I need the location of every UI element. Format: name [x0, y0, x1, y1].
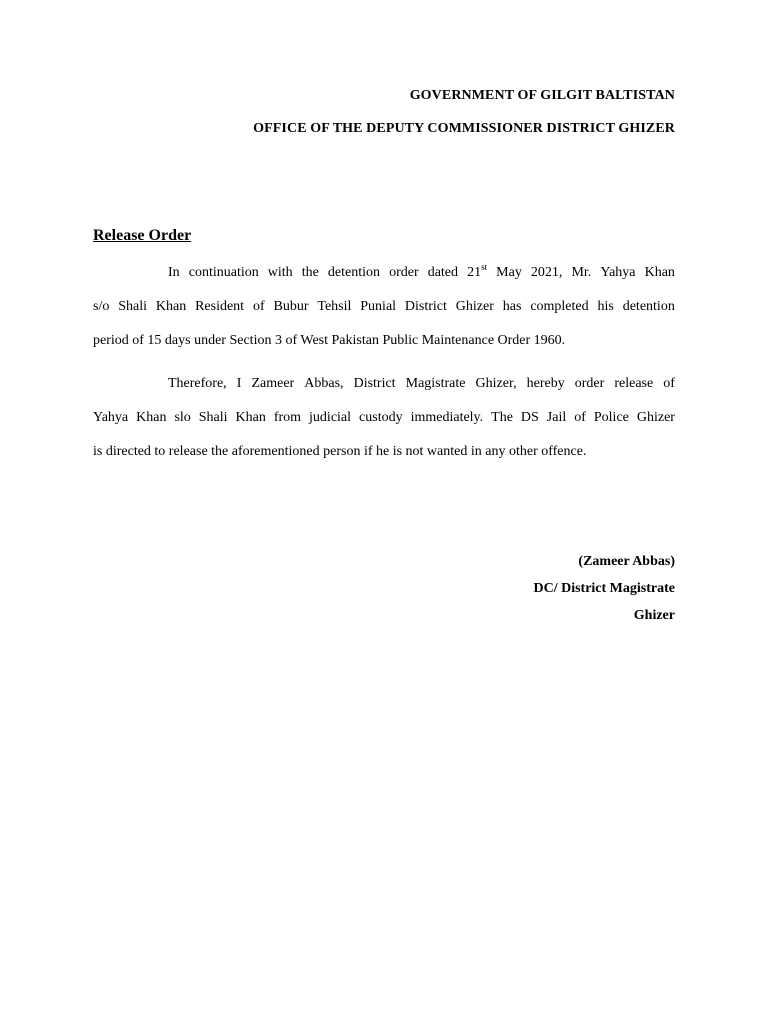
word: Khan [136, 410, 167, 425]
word: his [597, 299, 614, 314]
date-day [467, 263, 487, 297]
word: Khan [155, 299, 187, 314]
paragraph-line [93, 408, 675, 442]
word: DS [520, 410, 539, 425]
word: Bubur [273, 299, 309, 314]
word: order [574, 376, 605, 391]
word: with [267, 265, 293, 280]
date-ordinal-suffix: st [481, 262, 488, 272]
word: Shali [198, 410, 228, 425]
word: immediately. [410, 410, 484, 425]
word: detention [327, 265, 381, 280]
paragraph-line: period of 15 days under Section 3 of West Pakistan Public Maintenance Order 1960. [93, 333, 566, 348]
word: completed [530, 299, 589, 314]
word: of [663, 376, 675, 391]
word: 2021, [530, 265, 563, 280]
paragraph-release-order [93, 374, 675, 476]
word: The [491, 410, 513, 425]
word: Shali [118, 299, 147, 314]
word: District [404, 299, 447, 314]
office-heading: OFFICE OF THE DEPUTY COMMISSIONER DISTRICT GHIZER [253, 121, 675, 136]
paragraph-continuation [93, 263, 675, 365]
paragraph-line [93, 263, 675, 297]
signatory-name: (Zameer Abbas) [578, 554, 675, 569]
word: Yahya [93, 410, 129, 425]
signatory-designation: DC/ District Magistrate [533, 581, 675, 596]
word: detention [622, 299, 675, 314]
word: Ghizer [455, 299, 494, 314]
word: Ghizer [636, 410, 675, 425]
word: Mr. [571, 265, 592, 280]
word: release [614, 376, 654, 391]
word: Khan [235, 410, 266, 425]
word: has [502, 299, 522, 314]
word: custody [359, 410, 403, 425]
word: I [236, 376, 242, 391]
document-title: Release Order [93, 227, 192, 244]
paragraph-line [93, 297, 675, 331]
word: Abbas, [304, 376, 344, 391]
government-heading: GOVERNMENT OF GILGIT BALTISTAN [409, 88, 675, 103]
word: District [353, 376, 396, 391]
word: continuation [188, 265, 259, 280]
word: In [168, 265, 180, 280]
word: Khan [644, 265, 675, 280]
word: of [252, 299, 265, 314]
word: of [574, 410, 586, 425]
word: Yahya [600, 265, 636, 280]
word: Magistrate [405, 376, 466, 391]
word: Tehsil [317, 299, 352, 314]
word: judicial [309, 410, 352, 425]
word: slo [174, 410, 191, 425]
word: dated [427, 265, 459, 280]
date-day-number: 21 [467, 265, 482, 280]
paragraph-line [93, 374, 675, 408]
word: Zameer [251, 376, 295, 391]
paragraph-line: is directed to release the aforementioned person if he is not wanted in any other offence. [93, 444, 587, 459]
word: from [273, 410, 302, 425]
word: Resident [195, 299, 245, 314]
word: Jail [546, 410, 567, 425]
word: Punial [360, 299, 397, 314]
word: May [496, 265, 522, 280]
word: Police [593, 410, 629, 425]
word: order [389, 265, 419, 280]
word: Therefore, [168, 376, 227, 391]
signatory-place: Ghizer [633, 608, 675, 623]
word: hereby [526, 376, 565, 391]
word: the [301, 265, 319, 280]
word: s/o [93, 299, 110, 314]
word: Ghizer, [475, 376, 517, 391]
